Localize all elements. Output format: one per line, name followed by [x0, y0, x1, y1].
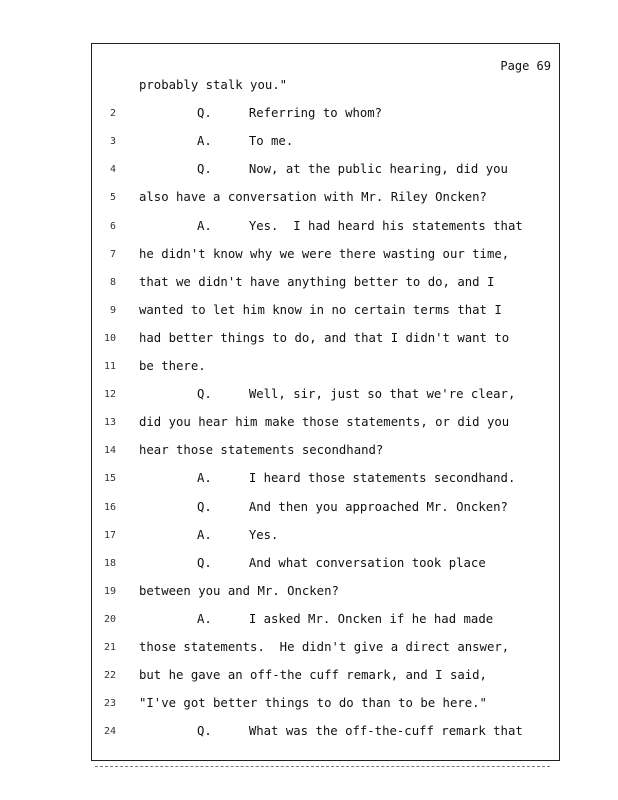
line-number: 7 — [109, 248, 116, 260]
line-text: probably stalk you." — [139, 78, 288, 92]
line-text: but he gave an off-the cuff remark, and I said, — [139, 668, 487, 683]
line-text: Q. Referring to whom? — [197, 106, 383, 121]
line-text: A. To me. — [197, 134, 294, 149]
line-number: 16 — [103, 501, 116, 513]
transcript-line — [92, 219, 561, 239]
transcript-line — [92, 190, 561, 210]
line-text: he didn't know why we were there wasting our time, — [139, 246, 510, 261]
line-number: 19 — [103, 585, 116, 597]
transcript-line — [92, 247, 561, 267]
transcript-line — [92, 415, 561, 435]
line-text: Q. What was the off-the-cuff remark that — [197, 724, 523, 739]
transcript-line — [92, 471, 561, 491]
transcript-line — [92, 500, 561, 520]
transcript-line — [92, 275, 561, 295]
transcript-line — [92, 528, 561, 548]
transcript-page — [91, 43, 560, 761]
transcript-line — [92, 78, 561, 98]
line-text: did you hear him make those statements, or did you — [139, 415, 510, 430]
transcript-line — [92, 359, 561, 379]
transcript-line — [92, 134, 561, 154]
line-text: A. Yes. I had heard his statements that — [197, 218, 523, 233]
line-number: 18 — [103, 557, 116, 569]
line-number: 6 — [109, 220, 116, 232]
line-number: 15 — [103, 473, 116, 485]
line-text: hear those statements secondhand? — [139, 443, 384, 458]
line-text: "I've got better things to do than to be here." — [139, 696, 487, 711]
page-number: Page 69 — [500, 59, 551, 73]
line-text: Q. And what conversation took place — [197, 555, 486, 570]
line-number: 8 — [109, 276, 116, 288]
line-number: 22 — [103, 670, 116, 682]
transcript-line — [92, 331, 561, 351]
line-number: 20 — [103, 613, 116, 625]
transcript-line — [92, 612, 561, 632]
transcript-line — [92, 584, 561, 604]
transcript-line — [92, 640, 561, 660]
transcript-line — [92, 556, 561, 576]
line-number: 21 — [103, 642, 116, 653]
line-text: Q. And then you approached Mr. Oncken? — [197, 499, 508, 514]
transcript-line — [92, 162, 561, 182]
line-text: Q. Now, at the public hearing, did you — [197, 162, 508, 177]
line-number: 12 — [103, 389, 116, 401]
line-text: A. Yes. — [197, 527, 279, 542]
line-text: also have a conversation with Mr. Riley Oncken? — [139, 190, 487, 205]
line-number: 3 — [109, 136, 116, 148]
line-number: 2 — [109, 108, 116, 120]
line-text: Q. Well, sir, just so that we're clear, — [197, 387, 516, 402]
line-number: 17 — [103, 529, 116, 541]
line-number: 13 — [103, 417, 116, 429]
line-text: be there. — [139, 359, 206, 373]
line-text: wanted to let him know in no certain terms that I — [139, 302, 502, 317]
line-number: 14 — [103, 445, 116, 457]
transcript-line — [92, 668, 561, 688]
line-number: 10 — [103, 332, 116, 344]
line-text: that we didn't have anything better to do, and I — [139, 274, 495, 289]
transcript-line — [92, 106, 561, 126]
transcript-line — [92, 303, 561, 323]
line-number: 24 — [103, 726, 116, 738]
line-text: A. I asked Mr. Oncken if he had made — [197, 611, 494, 626]
line-text: between you and Mr. Oncken? — [139, 583, 339, 598]
line-number: 23 — [103, 698, 116, 710]
transcript-line — [92, 387, 561, 407]
line-number: 5 — [109, 192, 116, 204]
line-text: A. I heard those statements secondhand. — [197, 471, 516, 486]
line-number: 11 — [103, 361, 116, 372]
transcript-line — [92, 724, 561, 744]
footer-rule — [95, 766, 550, 767]
line-text: those statements. He didn't give a direct answer, — [139, 640, 510, 654]
transcript-line — [92, 443, 561, 463]
line-number: 4 — [109, 164, 116, 176]
line-number: 9 — [109, 304, 116, 316]
transcript-line — [92, 696, 561, 716]
line-text: had better things to do, and that I didn't want to — [139, 330, 510, 345]
